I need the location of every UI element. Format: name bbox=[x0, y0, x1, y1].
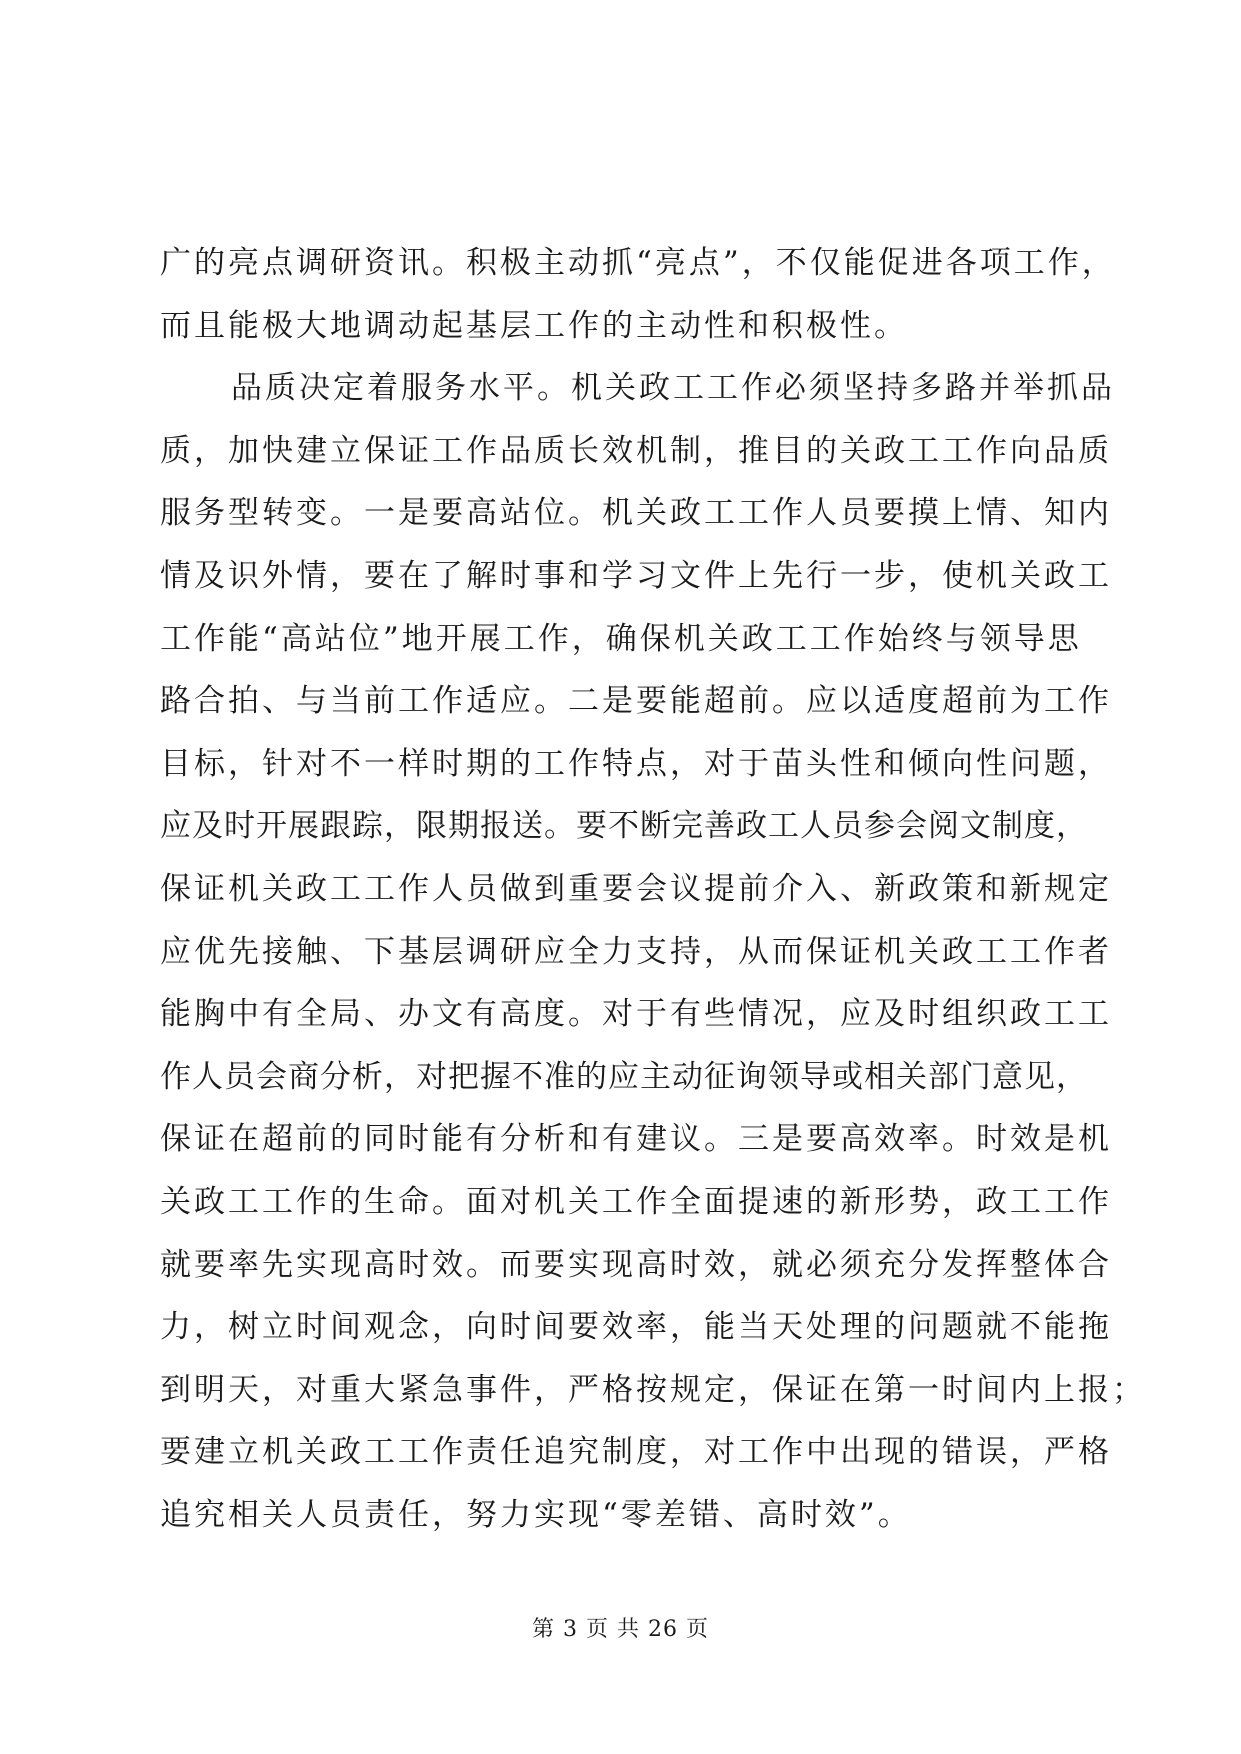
document-body bbox=[160, 232, 1146, 1546]
text-line: 保证在超前的同时能有分析和有建议。三是要高效率。时效是机 bbox=[160, 1121, 1112, 1158]
text-line: 广的亮点调研资讯。积极主动抓“亮点”，不仅能促进各项工作， bbox=[160, 245, 1116, 281]
text-line: 服务型转变。一是要高站位。机关政工工作人员要摸上情、知内 bbox=[160, 495, 1112, 532]
text-line: 应及时开展跟踪，限期报送。要不断完善政工人员参会阅文制度， bbox=[160, 808, 1088, 845]
text-line: 工作能“高站位”地开展工作，确保机关政工工作始终与领导思 bbox=[160, 620, 1082, 657]
text-line: 目标，针对不一样时期的工作特点，对于苗头性和倾向性问题， bbox=[160, 745, 1112, 782]
text-line: 应优先接触、下基层调研应全力支持，从而保证机关政工工作者 bbox=[160, 933, 1112, 970]
text-line: 能胸中有全局、办文有高度。对于有些情况，应及时组织政工工 bbox=[160, 996, 1112, 1033]
text-line: 就要率先实现高时效。而要实现高时效，就必须充分发挥整体合 bbox=[160, 1246, 1112, 1283]
text-line: 质，加快建立保证工作品质长效机制，推目的关政工工作向品质 bbox=[160, 432, 1112, 469]
text-line: 关政工工作的生命。面对机关工作全面提速的新形势，政工工作 bbox=[160, 1183, 1112, 1220]
text-line: 路合拍、与当前工作适应。二是要能超前。应以适度超前为工作 bbox=[160, 683, 1112, 720]
text-line: 情及识外情，要在了解时事和学习文件上先行一步，使机关政工 bbox=[160, 557, 1112, 594]
text-line: 追究相关人员责任，努力实现“零差错、高时效”。 bbox=[160, 1496, 912, 1533]
paragraph-start-line: 品质决定着服务水平。机关政工工作必须坚持多路并举抓品 bbox=[231, 370, 1115, 407]
text-line: 而且能极大地调动起基层工作的主动性和积极性。 bbox=[160, 307, 908, 344]
text-line: 作人员会商分析，对把握不准的应主动征询领导或相关部门意见， bbox=[160, 1058, 1088, 1095]
text-line: 要建立机关政工工作责任追究制度，对工作中出现的错误，严格 bbox=[160, 1434, 1112, 1471]
text-line: 保证机关政工工作人员做到重要会议提前介入、新政策和新规定 bbox=[160, 870, 1112, 907]
text-line: 力，树立时间观念，向时间要效率，能当天处理的问题就不能拖 bbox=[160, 1309, 1112, 1346]
page-number-footer: 第 3 页 共 26 页 bbox=[532, 1617, 709, 1642]
text-line: 到明天，对重大紧急事件，严格按规定，保证在第一时间内上报； bbox=[160, 1371, 1146, 1408]
